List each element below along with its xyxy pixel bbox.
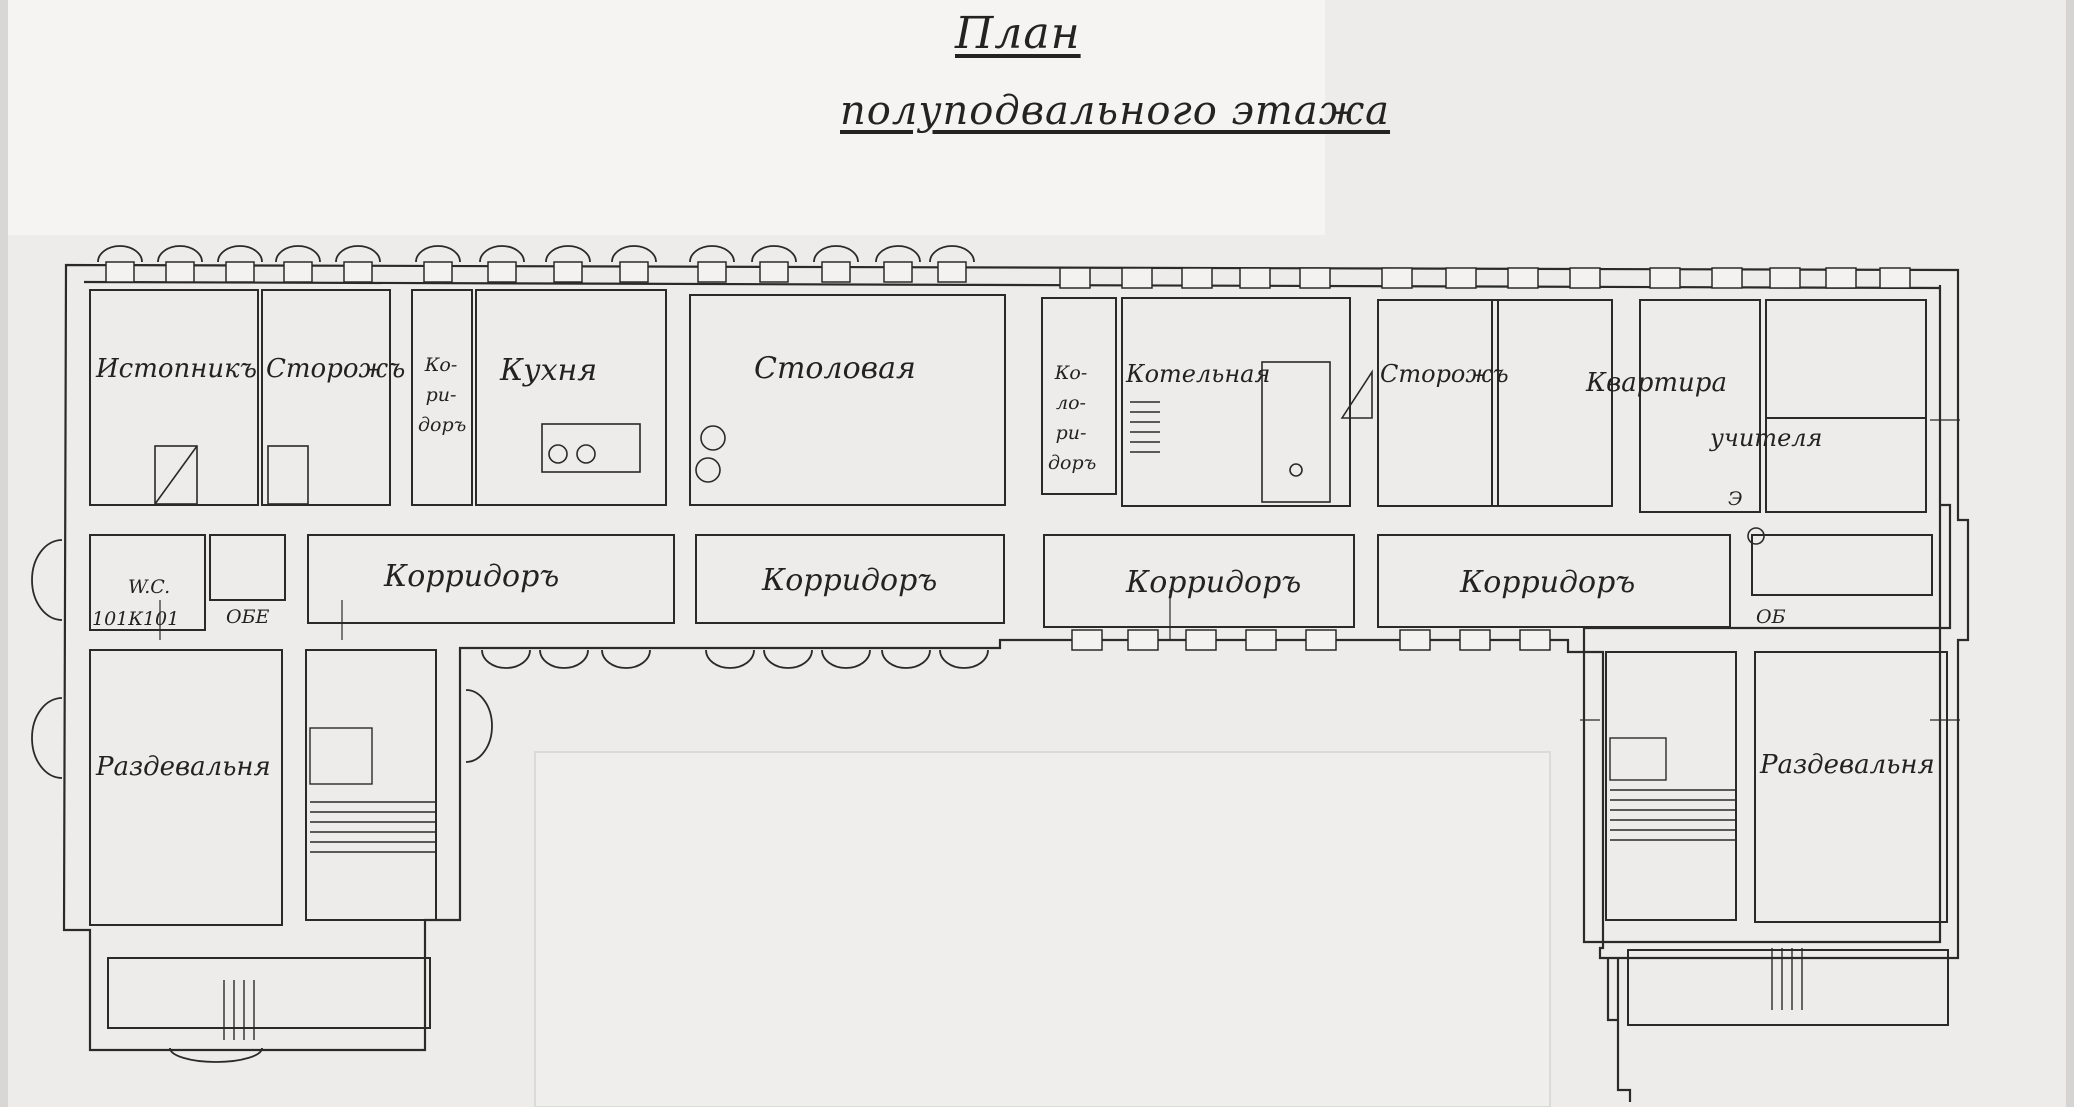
porch-right-outline [1628, 950, 1948, 1025]
porch-left-outline [108, 958, 430, 1028]
label-cloakroom-left: Раздевальня [96, 752, 271, 782]
label-small-corridor-left: Ко- ри- доръ [418, 354, 467, 436]
label-teacher: учителя [1710, 424, 1823, 452]
label-corridor-1: Корридоръ [384, 559, 560, 594]
label-kitchen: Кухня [500, 353, 598, 388]
label-dining: Столовая [754, 351, 916, 386]
south-windows [482, 650, 988, 668]
room-dining-outline [690, 295, 1005, 505]
room-cloakroom-right-outline [1755, 652, 1947, 922]
label-apartment: Квартира [1586, 368, 1727, 398]
room-istopnik-outline [90, 290, 258, 505]
room-storozh-left-outline [262, 290, 390, 505]
room-apartment-b-outline [1640, 300, 1760, 512]
label-wc-right: ОБ [1756, 606, 1786, 628]
fixtures [155, 362, 1764, 544]
label-istopnik: Истопникъ [96, 354, 258, 384]
title-line-2: полуподвального этажа [840, 88, 1391, 134]
room-stair-left-outline [306, 650, 436, 920]
label-corridor-4: Корридоръ [1460, 565, 1636, 600]
room-apartment-c-outline [1766, 300, 1926, 418]
label-corridor-2: Корридоръ [762, 563, 938, 598]
corridor-end-outline [1752, 535, 1932, 595]
label-small-corridor-mid: Ко- ло- ри- доръ [1048, 362, 1097, 474]
label-corridor-3: Корридоръ [1126, 565, 1302, 600]
top-windows [98, 246, 974, 262]
title-line-1: План [955, 8, 1081, 59]
room-stair-right-outline [1606, 652, 1736, 920]
room-cloakroom-left-outline [90, 650, 282, 925]
label-cloakroom-right: Раздевальня [1760, 750, 1935, 780]
label-storozh-left: Сторожъ [266, 354, 406, 384]
label-boiler: Котельная [1126, 360, 1271, 388]
label-wc-left: W.C. [128, 576, 171, 598]
label-wc-left-mark: 101К101 [92, 608, 180, 630]
room-storozh-right-outline [1378, 300, 1498, 506]
south-window-frames [1072, 630, 1550, 650]
label-wc-left-sub: ОБЕ [226, 606, 270, 628]
label-storozh-right: Сторожъ [1380, 360, 1509, 388]
label-stair-mark: Э [1728, 488, 1743, 510]
room-apartment-a-outline [1492, 300, 1612, 506]
room-wc-left-b-outline [210, 535, 285, 600]
